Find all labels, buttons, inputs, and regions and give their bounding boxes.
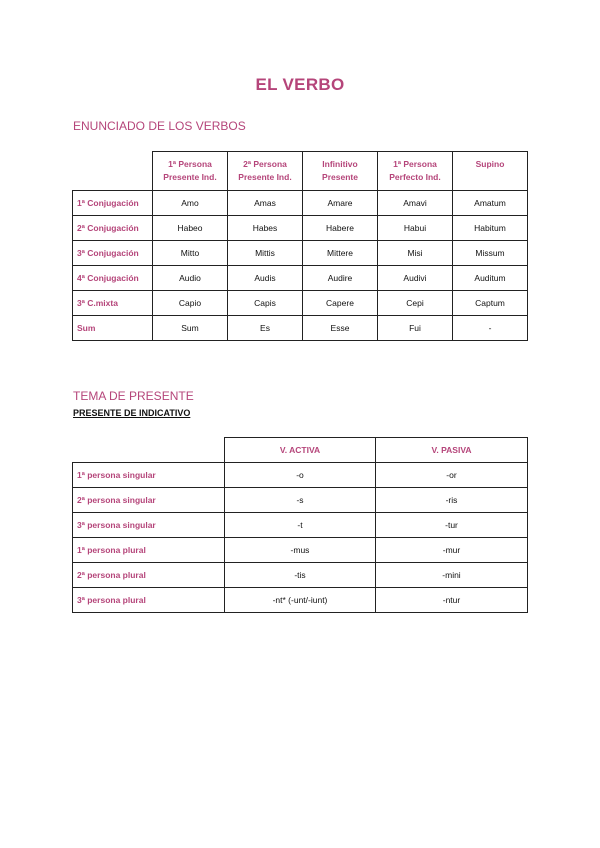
table-row [73, 266, 528, 291]
row-label: 3ª persona singular [73, 513, 225, 538]
header-cell: V. PASIVA [376, 438, 528, 463]
empty-corner-cell [73, 438, 225, 463]
row-label: 2ª Conjugación [73, 216, 153, 241]
table-cell: Amatum [453, 191, 528, 216]
table-cell: Habeo [153, 216, 228, 241]
table-cell: -ris [376, 488, 528, 513]
row-label: 2ª persona plural [73, 563, 225, 588]
table-cell: Audio [153, 266, 228, 291]
enunciado-table [72, 151, 528, 341]
table-cell: -mus [225, 538, 376, 563]
table-cell: -ntur [376, 588, 528, 613]
table-row [73, 488, 528, 513]
table-cell: Habitum [453, 216, 528, 241]
table-row [73, 463, 528, 488]
section-heading-tema: TEMA DE PRESENTE [73, 389, 194, 403]
table-cell: - [453, 316, 528, 341]
table-cell: Amare [303, 191, 378, 216]
table-header-row [73, 152, 528, 191]
table-cell: -s [225, 488, 376, 513]
subheading-presente-indicativo: PRESENTE DE INDICATIVO [73, 408, 191, 418]
table-cell: Auditum [453, 266, 528, 291]
table-cell: Mittis [228, 241, 303, 266]
table-cell: -t [225, 513, 376, 538]
table-cell: Habes [228, 216, 303, 241]
table-cell: -mini [376, 563, 528, 588]
header-cell: Supino [453, 152, 528, 191]
table-cell: Habui [378, 216, 453, 241]
row-label: 1ª Conjugación [73, 191, 153, 216]
table-cell: Sum [153, 316, 228, 341]
table-cell: Esse [303, 316, 378, 341]
header-cell: Infinitivo Presente [303, 152, 378, 191]
table-header-row [73, 438, 528, 463]
table-row [73, 216, 528, 241]
table-cell: Cepi [378, 291, 453, 316]
row-label: 1ª persona singular [73, 463, 225, 488]
table-cell: Amas [228, 191, 303, 216]
header-cell: 1ª Persona Perfecto Ind. [378, 152, 453, 191]
table-cell: Missum [453, 241, 528, 266]
table-cell: -tis [225, 563, 376, 588]
table-row [73, 538, 528, 563]
table-cell: Amo [153, 191, 228, 216]
row-label: 3ª persona plural [73, 588, 225, 613]
table-row [73, 191, 528, 216]
header-cell: 2ª Persona Presente Ind. [228, 152, 303, 191]
table-cell: Misi [378, 241, 453, 266]
table-cell: Audis [228, 266, 303, 291]
empty-corner-cell [73, 152, 153, 191]
table-cell: Amavi [378, 191, 453, 216]
table-row [73, 563, 528, 588]
table-cell: Capere [303, 291, 378, 316]
table-cell: Capis [228, 291, 303, 316]
table-cell: Mitto [153, 241, 228, 266]
header-cell: V. ACTIVA [225, 438, 376, 463]
table-row [73, 291, 528, 316]
table-cell: Fui [378, 316, 453, 341]
page-title: EL VERBO [255, 75, 345, 94]
row-label: 3ª Conjugación [73, 241, 153, 266]
table-cell: Audire [303, 266, 378, 291]
table-cell: -tur [376, 513, 528, 538]
table-row [73, 241, 528, 266]
table-cell: Habere [303, 216, 378, 241]
table-row [73, 513, 528, 538]
table-cell: -nt* (-unt/-iunt) [225, 588, 376, 613]
row-label: 4ª Conjugación [73, 266, 153, 291]
header-cell: 1ª Persona Presente Ind. [153, 152, 228, 191]
table-cell: -mur [376, 538, 528, 563]
section-heading-enunciado: ENUNCIADO DE LOS VERBOS [73, 119, 246, 133]
row-label: 2ª persona singular [73, 488, 225, 513]
table-row [73, 316, 528, 341]
table-cell: Mittere [303, 241, 378, 266]
table-cell: Capio [153, 291, 228, 316]
presente-table [72, 437, 528, 613]
row-label: 1ª persona plural [73, 538, 225, 563]
row-label: Sum [73, 316, 153, 341]
table-row [73, 588, 528, 613]
table-cell: -o [225, 463, 376, 488]
row-label: 3ª C.mixta [73, 291, 153, 316]
table-cell: -or [376, 463, 528, 488]
table-cell: Captum [453, 291, 528, 316]
table-cell: Es [228, 316, 303, 341]
table-cell: Audivi [378, 266, 453, 291]
